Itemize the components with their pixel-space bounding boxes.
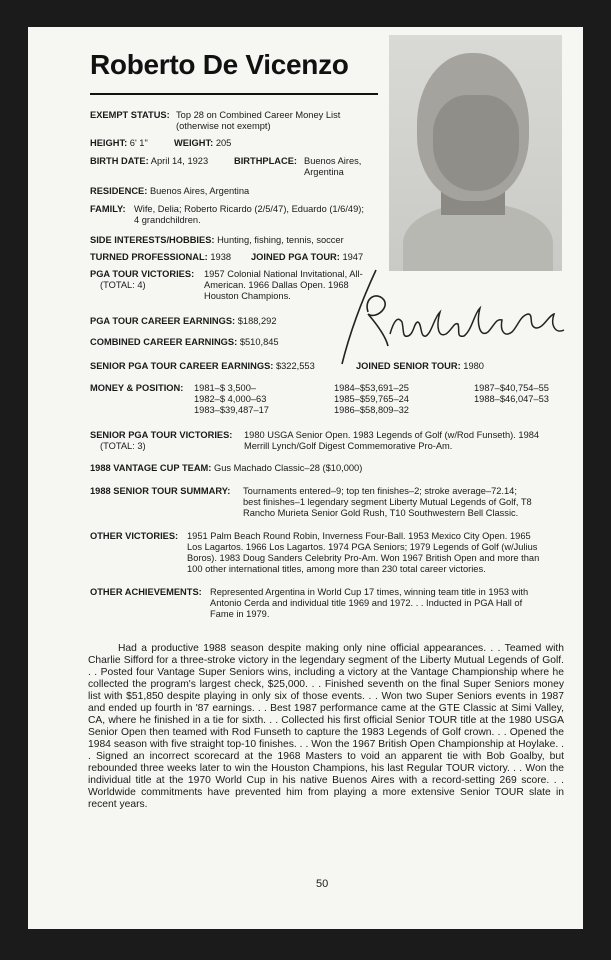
weight-row — [174, 138, 231, 149]
pga-earnings-row — [90, 316, 277, 327]
height-value: 6' 1" — [129, 138, 148, 148]
summary-value: Tournaments entered–9; top ten finishes–2; stroke average–72.14; best finishes–1 legendary segment Liberty Mutual Legends of Golf, T8 Rancho Murieta Senior Gold Rush, T10 Southwestern Bell Classic. — [243, 486, 532, 518]
title-rule — [90, 93, 378, 95]
residence-value: Buenos Aires, Argentina — [149, 186, 250, 196]
senior-victories-value: 1980 USGA Senior Open. 1983 Legends of Golf (w/Rod Funseth). 1984 Merrill Lynch/Golf Digest Commemorative Pro-Am. — [244, 430, 540, 451]
turned-pro-row — [90, 252, 231, 263]
senior-victories-total: (TOTAL: 3) — [100, 441, 146, 451]
money-label-row — [90, 383, 183, 394]
money-col-1: 1981–$ 3,500– 1982–$ 4,000–63 1983–$39,487–17 — [194, 383, 269, 415]
vantage-value: Gus Machado Classic–28 ($10,000) — [214, 463, 363, 473]
senior-earnings-label: SENIOR PGA TOUR CAREER EARNINGS: — [90, 361, 274, 371]
other-victories-value: 1951 Palm Beach Round Robin, Inverness Four-Ball. 1953 Mexico City Open. 1965 Los Lagartos. 1966 Los Lagartos. 1974 PGA Seniors; 1979 Legends of Golf (w/Julius Boros). 1983 Doug Sanders Celebrity Pro-Am. Won 1967 British Open and more than 100 other international titles, among more than 230 total career victories. — [187, 531, 540, 574]
joined-senior-label: JOINED SENIOR TOUR: — [356, 361, 461, 371]
money-col-3: 1987–$40,754–55 1988–$46,047–53 — [474, 383, 549, 404]
pga-victories-total: (TOTAL: 4) — [100, 280, 146, 290]
pga-earnings-value: $188,292 — [237, 316, 277, 326]
weight-label: WEIGHT: — [174, 138, 214, 148]
birthplace-value: Buenos Aires, Argentina — [304, 156, 362, 177]
senior-earnings-row — [90, 361, 315, 372]
senior-earnings-value: $322,553 — [275, 361, 315, 371]
senior-victories-label: SENIOR PGA TOUR VICTORIES: — [90, 430, 233, 440]
joined-pga-label: JOINED PGA TOUR: — [251, 252, 340, 262]
career-narrative: Had a productive 1988 season despite making only nine official appearances. . . Teamed with Charlie Sifford for a three-stroke victory in the legendary segment of the Liberty Mutual Legends of Golf. . . Posted four Vantage Super Seniors wins, including a victory at the Vantage Championship where he collected the program's largest check, $25,000. . . Finished seventh on the final Super Seniors money list with $51,850 despite playing in only six of those events. . . Won two Super Seniors events in 1987 and ended up fourth in '87 earnings. . . Best 1987 performance came at the GTE Classic at Simi Valley, CA, where he finished in a tie for sixth. . . Collected his first official Senior TOUR title at the 1980 USGA Senior Open then teamed with Rod Funseth to capture the 1983 Legends of Golf crown. . . Opened the 1984 season with five straight top-10 finishes. . . Won the 1967 British Open Championship at Hoylake. . . Signed an incorrect scorecard at the 1968 Masters to void an apparent tie with Bob Goalby, but rebounded three weeks later to win the Houston Champions, his last Regular TOUR victory. . . Won the individual title at the 1970 World Cup in his native Buenos Aires with a record-setting 269 score. . . Worldwide commitments have prevented him from playing a more extensive Senior TOUR slate in recent years. — [88, 643, 564, 810]
exempt-status-label: EXEMPT STATUS: — [90, 110, 170, 120]
birth-date-row — [90, 156, 208, 167]
height-label: HEIGHT: — [90, 138, 128, 148]
money-label: MONEY & POSITION: — [90, 383, 184, 393]
weight-value: 205 — [215, 138, 232, 148]
turned-pro-value: 1938 — [210, 252, 232, 262]
season-summary — [90, 486, 580, 522]
joined-pga-row — [251, 252, 363, 263]
other-victories-label: OTHER VICTORIES: — [90, 531, 179, 541]
photo-face — [433, 95, 519, 191]
vantage-label: 1988 VANTAGE CUP TEAM: — [90, 463, 212, 473]
profile-page — [28, 27, 583, 929]
turned-pro-label: TURNED PROFESSIONAL: — [90, 252, 208, 262]
pga-victories — [90, 269, 380, 305]
combined-earnings-value: $510,845 — [239, 337, 279, 347]
joined-pga-value: 1947 — [342, 252, 364, 262]
senior-victories — [90, 430, 580, 454]
combined-earnings-row — [90, 337, 279, 348]
exempt-status-value: Top 28 on Combined Career Money List (otherwise not exempt) — [176, 110, 341, 131]
residence-row — [90, 186, 249, 197]
autograph-signature — [328, 242, 578, 372]
pga-earnings-label: PGA TOUR CAREER EARNINGS: — [90, 316, 236, 326]
other-achievements-label: OTHER ACHIEVEMENTS: — [90, 587, 202, 597]
pga-victories-label: PGA TOUR VICTORIES: — [90, 269, 195, 279]
joined-senior-value: 1980 — [463, 361, 484, 371]
vantage-row — [90, 463, 362, 474]
birthplace-label: BIRTHPLACE: — [234, 156, 298, 166]
birth-date-value: April 14, 1923 — [150, 156, 209, 166]
interests-row — [90, 235, 344, 246]
family-value: Wife, Delia; Roberto Ricardo (2/5/47), Eduardo (1/6/49); 4 grandchildren. — [134, 204, 364, 225]
other-achievements — [90, 587, 580, 623]
residence-label: RESIDENCE: — [90, 186, 148, 196]
summary-label: 1988 SENIOR TOUR SUMMARY: — [90, 486, 231, 496]
exempt-status — [90, 110, 380, 134]
height-row — [90, 138, 148, 149]
birthplace — [234, 156, 384, 180]
pga-victories-value: 1957 Colonial National Invitational, All- American. 1966 Dallas Open. 1968 Houston Champions. — [204, 269, 363, 301]
interests-label: SIDE INTERESTS/HOBBIES: — [90, 235, 215, 245]
other-victories — [90, 531, 580, 579]
money-col-2: 1984–$53,691–25 1985–$59,765–24 1986–$58,809–32 — [334, 383, 409, 415]
family-label: FAMILY: — [90, 204, 126, 214]
birth-date-label: BIRTH DATE: — [90, 156, 149, 166]
combined-earnings-label: COMBINED CAREER EARNINGS: — [90, 337, 238, 347]
player-name: Roberto De Vicenzo — [90, 49, 349, 80]
other-achievements-value: Represented Argentina in World Cup 17 times, winning team title in 1953 with Antonio Cerda and individual title 1969 and 1972. . . Inducted in PGA Hall of Fame in 1979. — [210, 587, 529, 619]
joined-senior-row — [356, 361, 484, 372]
page-number: 50 — [316, 878, 329, 890]
family — [90, 204, 380, 228]
player-photo — [389, 35, 562, 271]
interests-value: Hunting, fishing, tennis, soccer — [217, 235, 344, 245]
